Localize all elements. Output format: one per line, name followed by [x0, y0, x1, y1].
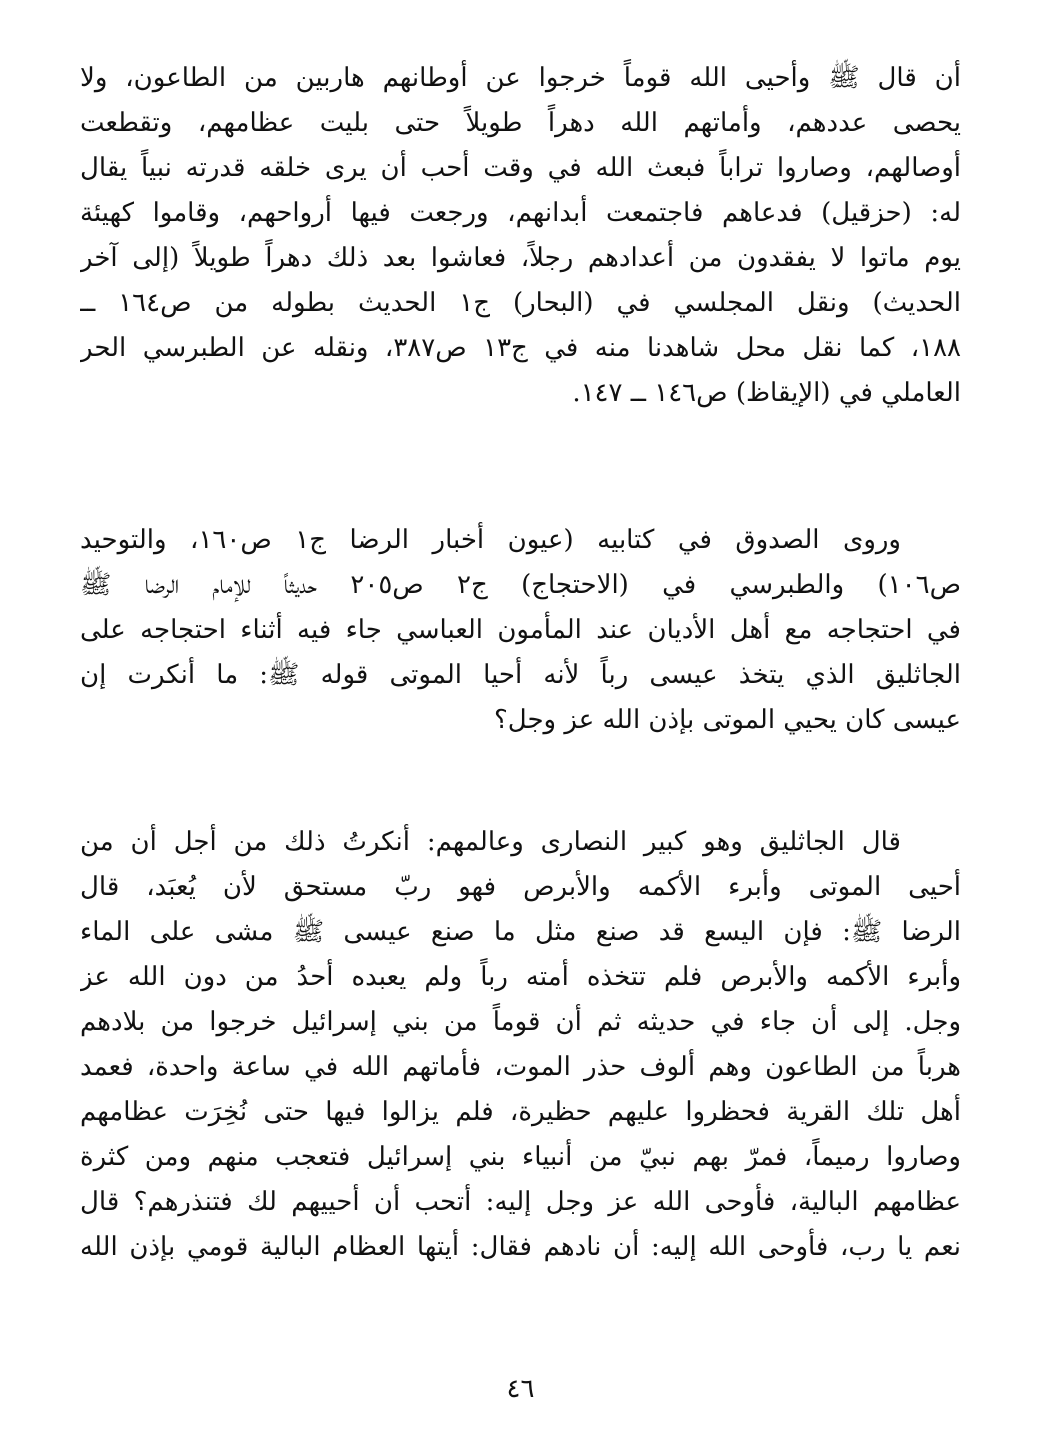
text-line: ١٨٨، كما نقل محل شاهدنا منه في ج١٣ ص٣٨٧، ونقله عن الطبرسي الحر [80, 333, 961, 363]
text-line: قال الجاثليق وهو كبير النصارى وعالمهم: أنكرتُ ذلك من أجل أن من [80, 827, 901, 857]
text-line: أوصالهم، وصاروا تراباً فبعث الله في وقت أحب أن يرى خلقه قدرته نبياً يقال [80, 153, 961, 183]
text-line: الجاثليق الذي يتخذ عيسى رباً لأنه أحيا الموتى قوله ﷺ: ما أنكرت إن [80, 660, 961, 690]
text-line: وصاروا رميماً، فمرّ بهم نبيّ من أنبياء بني إسرائيل فتعجب منهم ومن كثرة [80, 1142, 961, 1172]
paragraph-3 [80, 820, 961, 1270]
text-line: أن قال ﷺ وأحيى الله قوماً خرجوا عن أوطانهم هاربين من الطاعون، ولا [80, 63, 961, 93]
page-number: ٤٦ [506, 1374, 535, 1404]
text-line: عيسى كان يحيي الموتى بإذن الله عز وجل؟ [493, 705, 961, 735]
text-line: هرباً من الطاعون وهم ألوف حذر الموت، فأماتهم الله في ساعة واحدة، فعمد [80, 1052, 961, 1082]
paragraph-1 [80, 56, 961, 416]
text-line: له: (حزقيل) فدعاهم فاجتمعت أبدانهم، ورجعت فيها أرواحهم، وقاموا كهيئة [80, 198, 961, 228]
text-line: نعم يا رب، فأوحى الله إليه: أن نادهم فقال: أيتها العظام البالية قومي بإذن الله [80, 1232, 961, 1262]
text-line: عظامهم البالية، فأوحى الله عز وجل إليه: أتحب أن أحييهم لك فتنذرهم؟ قال [80, 1187, 961, 1217]
text-line: وأبرء الأكمه والأبرص فلم تتخذه أمته رباً ولم يعبده أحدُ من دون الله عز [80, 962, 961, 992]
text-line: العاملي في (الإيقاظ) ص١٤٦ ــ ١٤٧. [572, 378, 961, 408]
text-line: وجل. إلى أن جاء في حديثه ثم أن قوماً من بني إسرائيل خرجوا من بلادهم [80, 1007, 961, 1037]
text-line: الحديث) ونقل المجلسي في (البحار) ج١ الحديث بطوله من ص١٦٤ ــ [80, 288, 961, 318]
text-line: أهل تلك القرية فحظروا عليهم حظيرة، فلم يزالوا فيها حتى نُخِرَت عظامهم [80, 1097, 961, 1127]
text-line: في احتجاجه مع أهل الأديان عند المأمون العباسي جاء فيه أثناء احتجاجه على [80, 615, 961, 645]
text-line: أحيى الموتى وأبرء الأكمه والأبرص فهو ربّ مستحق لأن يُعبَد، قال [80, 872, 961, 902]
text-line: الرضا ﷺ: فإن اليسع قد صنع مثل ما صنع عيسى ﷺ مشى على الماء [80, 917, 961, 947]
paragraph-2 [80, 518, 961, 743]
text-line: وروى الصدوق في كتابيه (عيون أخبار الرضا ج١ ص١٦٠، والتوحيد [80, 525, 901, 555]
text-line: يوم ماتوا لا يفقدون من أعدادهم رجلاً، فعاشوا بعد ذلك دهراً طويلاً (إلى آخر [80, 243, 961, 273]
text-line: يحصى عددهم، وأماتهم الله دهراً طويلاً حتى بليت عظامهم، وتقطعت [80, 108, 961, 138]
text-line: ص١٠٦) والطبرسي في (الاحتجاج) ج٢ ص٢٠٥ حديثاً للإمام الرضا ﷺ [80, 570, 961, 600]
